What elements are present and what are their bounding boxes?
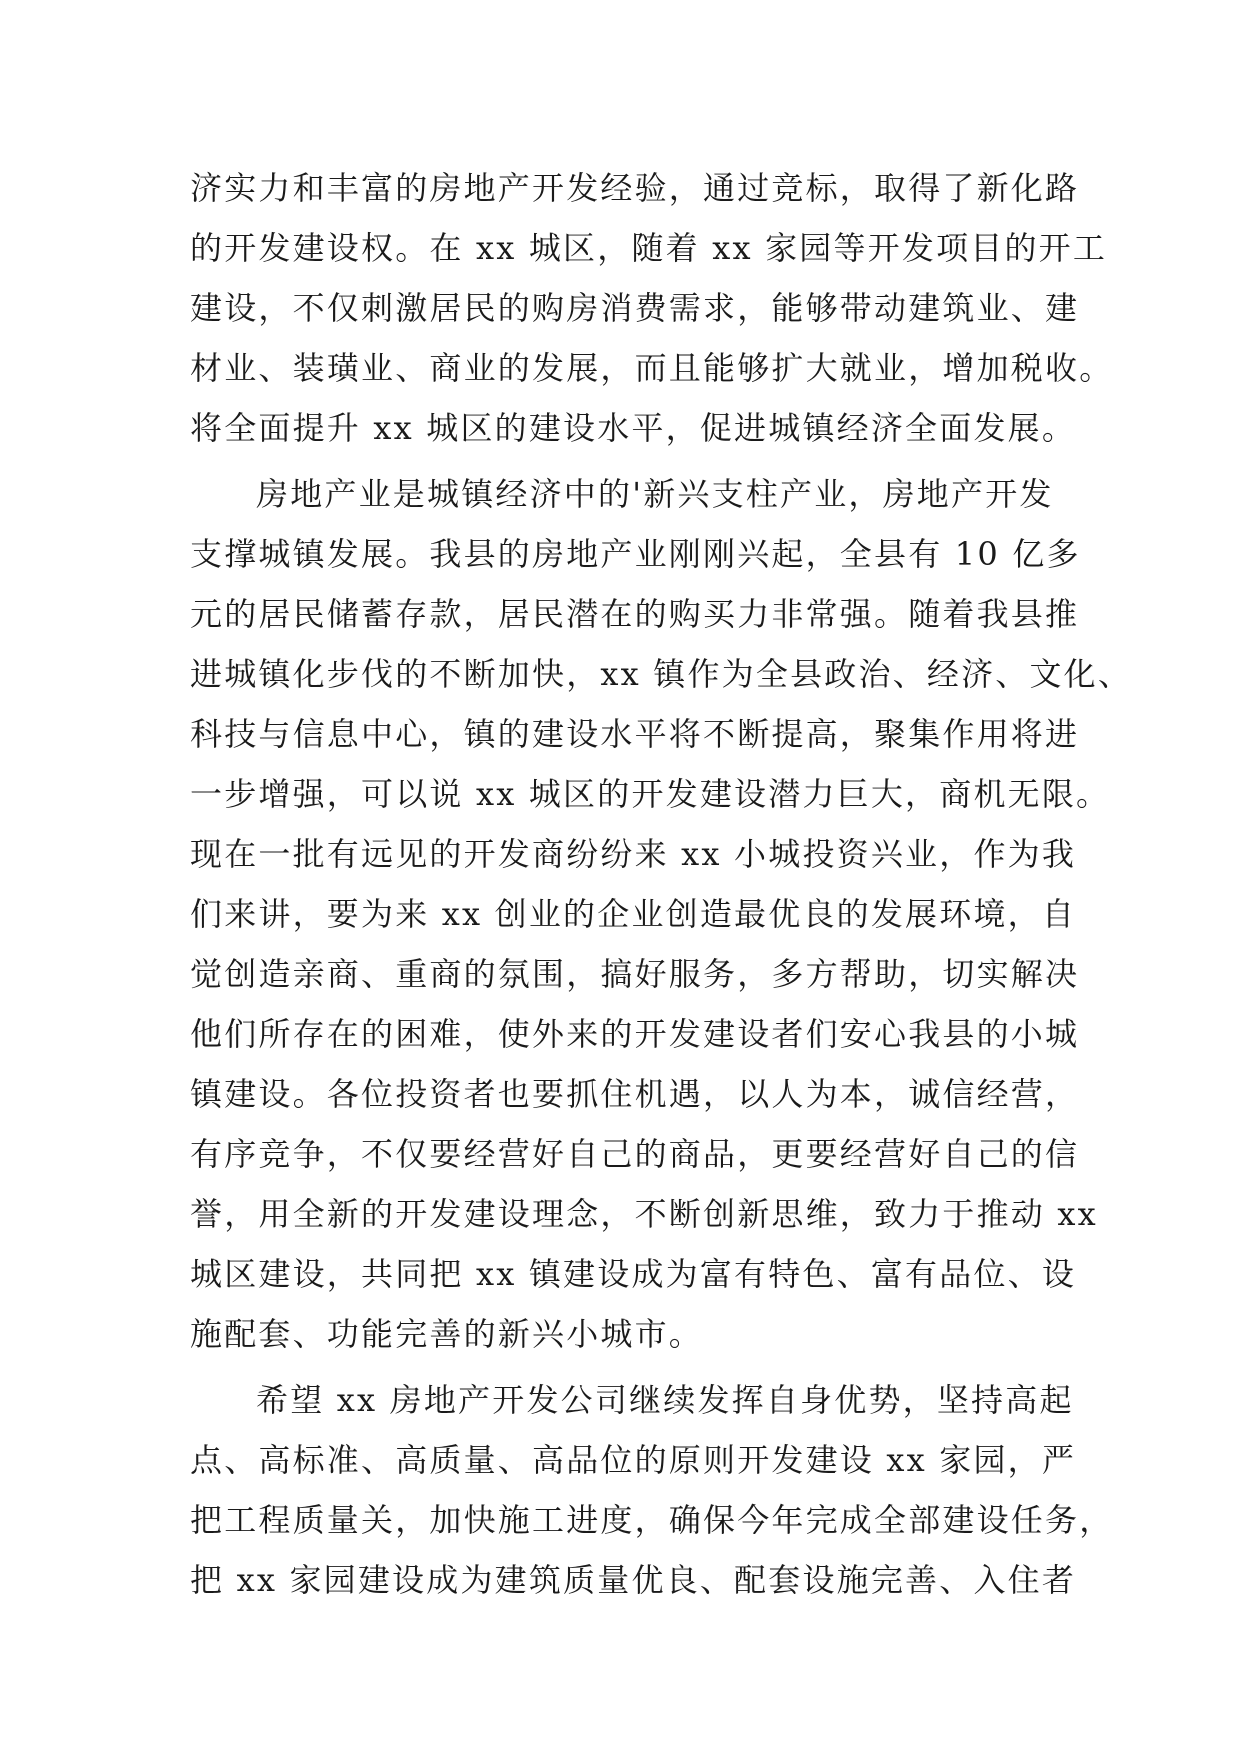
text-line: 现在一批有远见的开发商纷纷来 xx 小城投资兴业，作为我 bbox=[190, 835, 1077, 873]
text-line: 誉，用全新的开发建设理念，不断创新思维，致力于推动 xx bbox=[190, 1195, 1098, 1233]
paragraph-3 bbox=[190, 1370, 1114, 1610]
text-line: 济实力和丰富的房地产开发经验，通过竞标，取得了新化路 bbox=[190, 169, 1080, 207]
text-line: 材业、装璜业、商业的发展，而且能够扩大就业，增加税收。 bbox=[190, 349, 1114, 387]
text-line: 施配套、功能完善的新兴小城市。 bbox=[190, 1315, 704, 1353]
text-line: 科技与信息中心，镇的建设水平将不断提高，聚集作用将进 bbox=[190, 715, 1080, 753]
text-line: 的开发建设权。在 xx 城区，随着 xx 家园等开发项目的开工 bbox=[190, 229, 1108, 267]
text-line: 把 xx 家园建设成为建筑质量优良、配套设施完善、入住者 bbox=[190, 1561, 1077, 1599]
text-line: 将全面提升 xx 城区的建设水平，促进城镇经济全面发展。 bbox=[190, 409, 1077, 447]
text-line: 希望 xx 房地产开发公司继续发挥自身优势，坚持高起 bbox=[256, 1381, 1074, 1419]
body-text bbox=[190, 158, 1133, 1610]
text-line: 城区建设，共同把 xx 镇建设成为富有特色、富有品位、设 bbox=[190, 1255, 1077, 1293]
text-line: 点、高标准、高质量、高品位的原则开发建设 xx 家园，严 bbox=[190, 1441, 1077, 1479]
text-line: 房地产业是城镇经济中的'新兴支柱产业，房地产开发 bbox=[256, 475, 1054, 513]
text-line: 进城镇化步伐的不断加快，xx 镇作为全县政治、经济、文化、 bbox=[190, 655, 1133, 693]
paragraph-1 bbox=[190, 158, 1114, 458]
text-line: 把工程质量关，加快施工进度，确保今年完成全部建设任务， bbox=[190, 1501, 1114, 1539]
text-line: 支撑城镇发展。我县的房地产业刚刚兴起，全县有 10 亿多 bbox=[190, 535, 1081, 573]
text-line: 建设，不仅刺激居民的购房消费需求，能够带动建筑业、建 bbox=[190, 289, 1080, 327]
text-line: 觉创造亲商、重商的氛围，搞好服务，多方帮助，切实解决 bbox=[190, 955, 1080, 993]
text-line: 元的居民储蓄存款，居民潜在的购买力非常强。随着我县推 bbox=[190, 595, 1080, 633]
paragraph-2 bbox=[190, 464, 1133, 1364]
text-line: 镇建设。各位投资者也要抓住机遇，以人为本，诚信经营， bbox=[190, 1075, 1080, 1113]
text-line: 有序竞争，不仅要经营好自己的商品，更要经营好自己的信 bbox=[190, 1135, 1080, 1173]
text-line: 一步增强，可以说 xx 城区的开发建设潜力巨大，商机无限。 bbox=[190, 775, 1111, 813]
text-line: 他们所存在的困难，使外来的开发建设者们安心我县的小城 bbox=[190, 1015, 1080, 1053]
text-line: 们来讲，要为来 xx 创业的企业创造最优良的发展环境，自 bbox=[190, 895, 1077, 933]
